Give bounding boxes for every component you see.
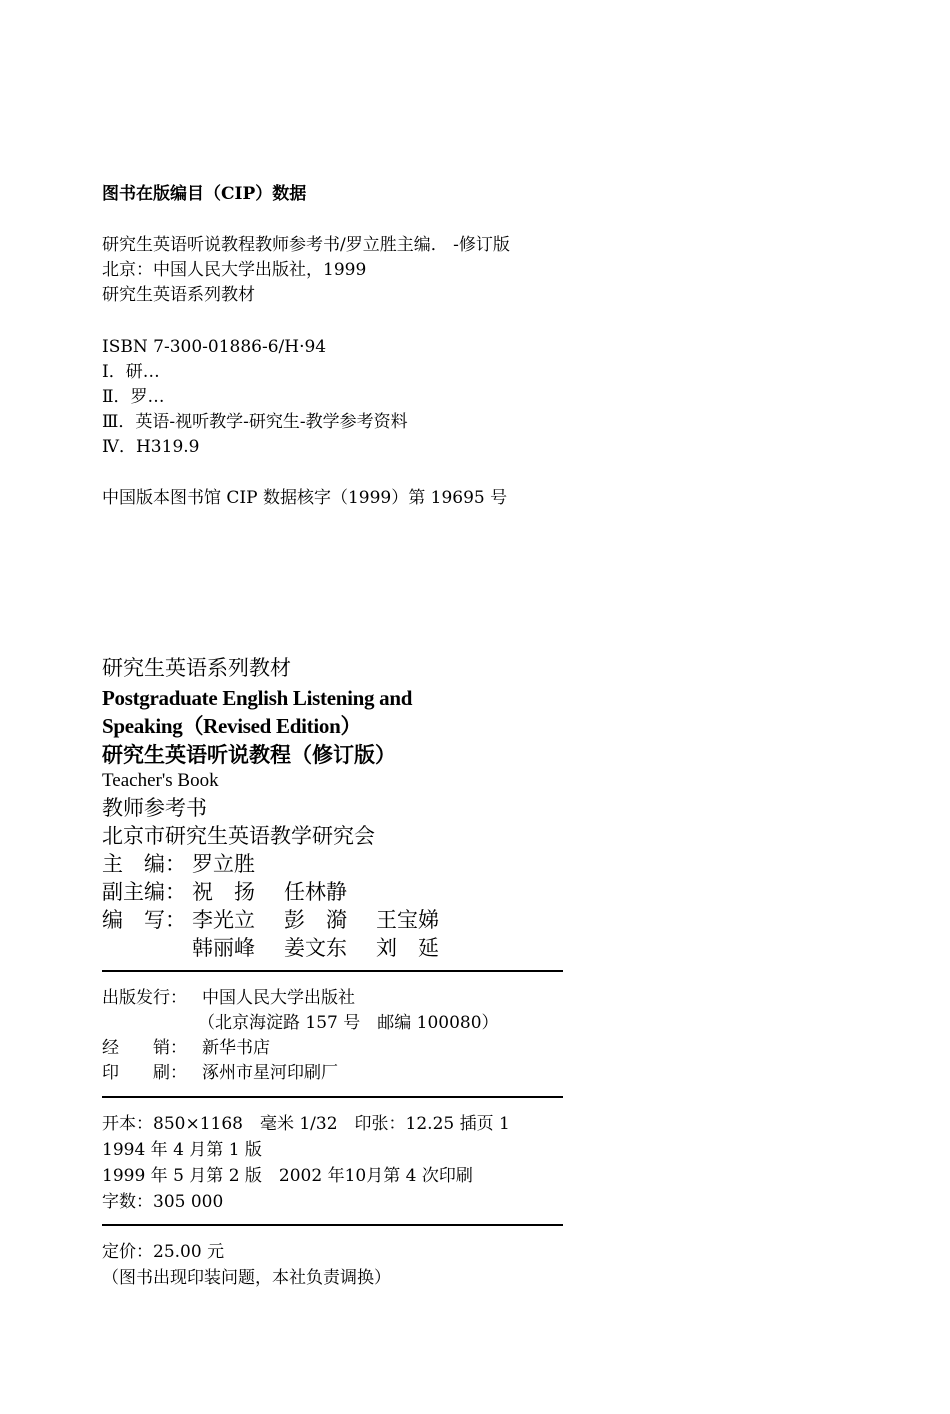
- teachers-book-english: Teacher's Book: [102, 770, 219, 791]
- first-edition: 1994 年 4 月第 1 版: [102, 1140, 262, 1160]
- publisher-label: 出版发行：: [102, 988, 187, 1008]
- cip-line-title: 研究生英语听说教程教师参考书/罗立胜主编． -修订版: [102, 235, 510, 255]
- divider: [102, 970, 563, 972]
- second-edition-printing: 1999 年 5 月第 2 版 2002 年10月第 4 次印刷: [102, 1166, 473, 1186]
- publisher-row: [102, 990, 355, 1007]
- chief-editor-name: 罗立胜: [192, 852, 255, 876]
- printer-label: 印 刷：: [102, 1063, 187, 1083]
- writer-name: 彭 漪: [284, 908, 347, 932]
- cip-subject-4: Ⅳ．H319.9: [102, 437, 200, 457]
- distributor-label: 经 销：: [102, 1038, 187, 1058]
- divider: [102, 1224, 563, 1226]
- price: 定价：25.00 元: [102, 1242, 225, 1262]
- printer-row: [102, 1065, 338, 1082]
- cip-line-series: 研究生英语系列教材: [102, 285, 255, 305]
- deputy-editor-name-2: 任林静: [284, 880, 347, 904]
- publisher-address: （北京海淀路 157 号 邮编 100080）: [198, 1013, 499, 1033]
- publisher-address-row: [102, 1015, 499, 1032]
- cip-subject-3: Ⅲ．英语-视听教学-研究生-教学参考资料: [102, 412, 408, 432]
- writers-row-2: [102, 938, 439, 959]
- cip-isbn: ISBN 7-300-01886-6/H·94: [102, 337, 327, 357]
- writer-name: 李光立: [192, 908, 255, 932]
- deputy-editor-name-1: 祝 扬: [192, 880, 255, 904]
- distributor-row: [102, 1040, 270, 1057]
- word-count: 字数：305 000: [102, 1192, 224, 1212]
- deputy-editor-label: 副主编：: [102, 880, 186, 904]
- title-english-line1: Postgraduate English Listening and: [102, 686, 413, 710]
- writer-name: 姜文东: [284, 936, 347, 960]
- writers-row-1: [102, 910, 439, 931]
- series-name: 研究生英语系列教材: [102, 656, 291, 680]
- divider: [102, 1096, 563, 1098]
- distributor-name: 新华书店: [202, 1038, 270, 1058]
- teachers-book-chinese: 教师参考书: [102, 796, 207, 820]
- chief-editor-row: [102, 854, 255, 875]
- publisher-name: 中国人民大学出版社: [202, 988, 355, 1008]
- printer-name: 涿州市星河印刷厂: [202, 1063, 338, 1083]
- cip-subject-1: Ⅰ．研…: [102, 362, 160, 382]
- writer-name: 刘 延: [376, 936, 439, 960]
- cip-subject-2: Ⅱ．罗…: [102, 387, 165, 407]
- cip-line-publisher: 北京：中国人民大学出版社，1999: [102, 260, 367, 280]
- title-english-line2: Speaking（Revised Edition）: [102, 714, 362, 738]
- cip-heading: 图书在版编目（CIP）数据: [102, 184, 307, 204]
- format-info: 开本：850×1168 毫米 1/32 印张：12.25 插页 1: [102, 1114, 510, 1134]
- replacement-note: （图书出现印装问题，本社负责调换）: [102, 1268, 391, 1288]
- cip-record-number: 中国版本图书馆 CIP 数据核字（1999）第 19695 号: [102, 488, 508, 508]
- association-name: 北京市研究生英语教学研究会: [102, 824, 375, 848]
- chief-editor-label: 主 编：: [102, 852, 186, 876]
- deputy-editor-row: [102, 882, 347, 903]
- writer-name: 王宝娣: [376, 908, 439, 932]
- writers-label: 编 写：: [102, 908, 186, 932]
- title-chinese: 研究生英语听说教程（修订版）: [102, 742, 396, 767]
- writer-name: 韩丽峰: [192, 936, 255, 960]
